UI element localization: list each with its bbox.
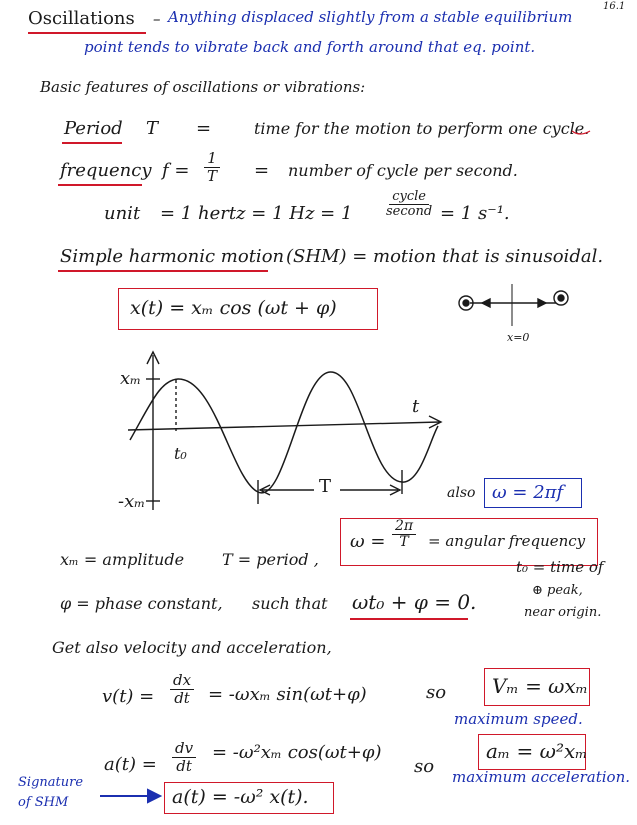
omega-lhs: ω = — [350, 531, 386, 552]
features-heading: Basic features of oscillations or vibrations: — [40, 78, 366, 96]
graph-time-axis-label: t — [412, 396, 420, 417]
period-equals: = — [196, 118, 212, 139]
velocity-rhs: = -ωxₘ sin(ωt+φ) — [208, 684, 367, 705]
max-acceleration-formula: aₘ = ω²xₘ — [486, 739, 588, 763]
definition-line-2: point tends to vibrate back and forth around that eq. point. — [84, 38, 536, 56]
max-speed-note: maximum speed. — [454, 710, 583, 728]
right-arrow-icon — [538, 299, 546, 307]
period-label: Period — [64, 118, 123, 139]
max-speed-formula: Vₘ = ωxₘ — [492, 674, 589, 698]
frequency-equals: = — [254, 160, 270, 181]
signature-label-1: Signature — [18, 775, 84, 790]
unit-chain-2: = 1 s⁻¹. — [440, 203, 510, 224]
shm-equation: x(t) = xₘ cos (ωt + φ) — [130, 297, 337, 319]
acceleration-lhs: a(t) = — [104, 754, 157, 775]
velocity-lhs: v(t) = — [102, 686, 155, 707]
omega-frequency-relation: ω = 2πf — [492, 482, 564, 503]
t0-note-1: t₀ = time of — [516, 558, 604, 576]
acceleration-denominator: dt — [176, 756, 192, 775]
signature-label-2: of SHM — [18, 795, 69, 810]
unit-chain-1: = 1 hertz = 1 Hz = 1 — [160, 203, 353, 224]
velocity-numerator: dx — [170, 672, 194, 690]
velocity-so: so — [426, 682, 447, 703]
unit-denominator: second — [386, 204, 433, 220]
velocity-heading: Get also velocity and acceleration, — [52, 638, 332, 657]
acceleration-rhs: = -ω²xₘ cos(ωt+φ) — [212, 742, 382, 763]
max-acceleration-note: maximum acceleration. — [452, 768, 630, 786]
definition-line-1: Anything displaced slightly from a stable equilibrium — [168, 8, 573, 26]
shm-definition: (SHM) = motion that is sinusoidal. — [286, 246, 604, 267]
cycle-underline — [572, 131, 590, 134]
graph-t-axis — [128, 422, 440, 430]
omega-numerator: 2π — [392, 519, 416, 535]
such-that: such that — [252, 594, 328, 613]
signature-arrow-icon — [148, 790, 160, 802]
period-definition: time for the motion to perform one cycle. — [254, 119, 590, 138]
period-definition-2: T = period , — [222, 550, 319, 569]
frequency-numerator: 1 — [204, 150, 220, 168]
acceleration-so: so — [414, 756, 435, 777]
frequency-label: frequency — [60, 160, 152, 181]
signature-arrow — [100, 790, 160, 802]
angular-frequency-definition: = angular frequency — [428, 532, 586, 550]
graph-period-label: T — [319, 476, 332, 497]
graph-sine-curve — [130, 372, 438, 493]
t0-note-3: near origin. — [524, 605, 602, 620]
phase-condition: ωt₀ + φ = 0. — [352, 590, 477, 614]
oscillation-graph — [128, 352, 441, 510]
period-symbol: T — [146, 118, 159, 139]
velocity-denominator: dt — [174, 688, 190, 707]
equilibrium-label: x=0 — [507, 331, 530, 344]
shm-label: Simple harmonic motion — [60, 246, 285, 267]
unit-numerator: cycle — [389, 190, 429, 205]
page-number: 16.1 — [603, 1, 626, 12]
omega-denominator: T — [399, 534, 409, 551]
title-dash: – — [153, 10, 161, 28]
unit-label: unit — [104, 203, 141, 224]
left-arrow-icon — [482, 299, 490, 307]
phase-definition: φ = phase constant, — [60, 594, 223, 613]
graph-amplitude-label: xₘ — [120, 368, 142, 389]
frequency-definition: number of cycle per second. — [288, 161, 518, 180]
also-label: also — [447, 485, 476, 501]
frequency-denominator: T — [207, 166, 218, 185]
t0-note-2: ⊕ peak, — [532, 583, 583, 598]
graph-negative-amplitude-label: -xₘ — [118, 491, 146, 512]
oscillator-diagram — [459, 284, 568, 326]
shm-signature-equation: a(t) = -ω² x(t). — [172, 786, 309, 808]
graph-t0-label: t₀ — [174, 444, 187, 463]
acceleration-numerator: dv — [172, 740, 196, 758]
frequency-lhs: f = — [162, 160, 190, 181]
page-title: Oscillations — [28, 8, 135, 29]
amplitude-definition: xₘ = amplitude — [60, 550, 185, 569]
